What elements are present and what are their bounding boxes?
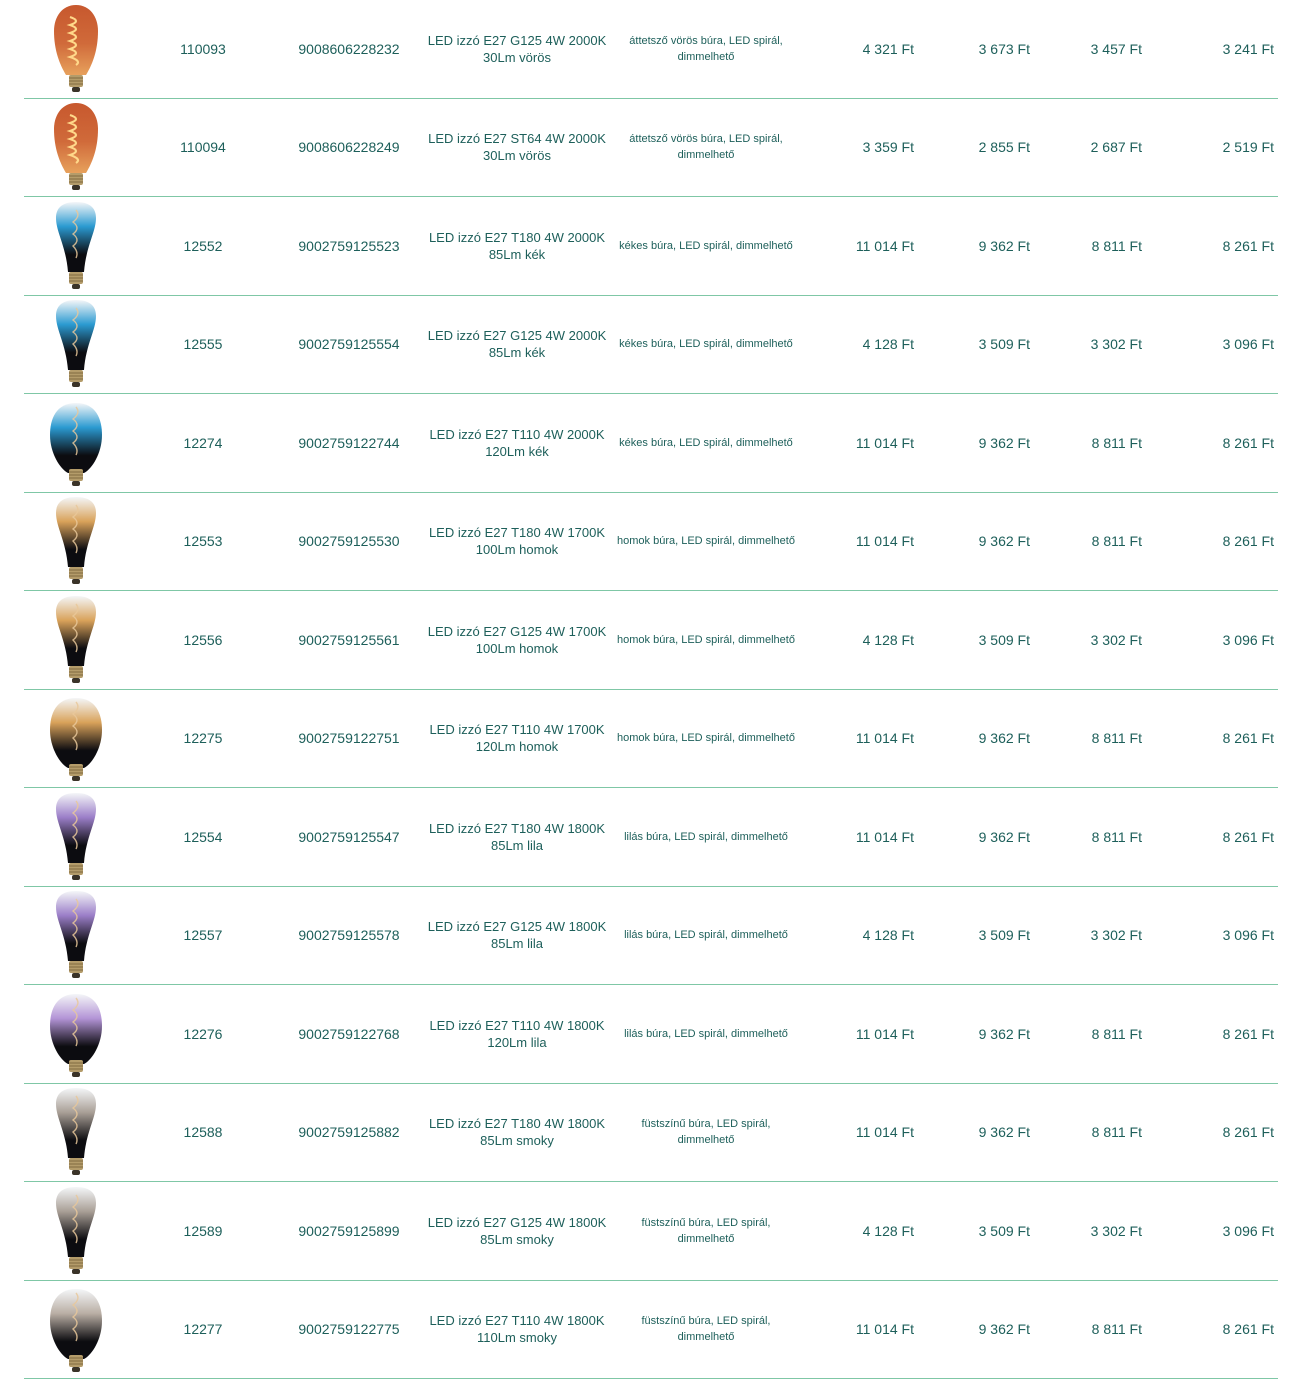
price-2: 9 362 Ft [978, 730, 1030, 747]
product-name: LED izzó E27 T180 4W 1800K 85Lm smoky [428, 1116, 606, 1149]
table-row [24, 99, 1278, 198]
price-3: 8 811 Ft [1091, 533, 1142, 550]
ean-code: 9002759125547 [298, 828, 400, 845]
price-4: 8 261 Ft [1222, 1321, 1274, 1338]
price-3: 8 811 Ft [1091, 434, 1142, 451]
price-1: 11 014 Ft [855, 828, 914, 845]
price-2: 3 509 Ft [978, 927, 1030, 944]
product-code: 12554 [183, 828, 223, 845]
price-4: 8 261 Ft [1222, 533, 1274, 550]
product-name: LED izzó E27 G125 4W 2000K 85Lm kék [427, 328, 607, 361]
product-name: LED izzó E27 G125 4W 1800K 85Lm lila [427, 919, 607, 952]
product-name: LED izzó E27 ST64 4W 2000K 30Lm vörös [428, 131, 606, 164]
price-1: 11 014 Ft [855, 237, 914, 254]
price-2: 9 362 Ft [978, 533, 1030, 550]
price-3: 3 457 Ft [1090, 40, 1142, 57]
sand-tapered-bulb-icon [24, 493, 128, 591]
price-3: 8 811 Ft [1091, 1124, 1142, 1141]
ean-code: 9008606228249 [298, 139, 400, 156]
price-4: 8 261 Ft [1222, 1124, 1274, 1141]
product-description: kékes búra, LED spirál, dimmelhető [619, 239, 793, 252]
price-1: 4 128 Ft [862, 631, 914, 648]
price-4: 8 261 Ft [1222, 730, 1274, 747]
product-description: homok búra, LED spirál, dimmelhető [617, 633, 795, 646]
price-2: 9 362 Ft [978, 1321, 1030, 1338]
ean-code: 9002759122768 [298, 1025, 400, 1042]
price-3: 3 302 Ft [1090, 631, 1142, 648]
product-code: 12555 [183, 336, 223, 353]
price-2: 9 362 Ft [978, 828, 1030, 845]
red-amber-filament-bulb-icon [24, 99, 128, 197]
product-code: 12276 [183, 1025, 223, 1042]
price-3: 3 302 Ft [1090, 336, 1142, 353]
red-amber-filament-bulb-icon [24, 0, 128, 98]
price-1: 11 014 Ft [855, 730, 914, 747]
price-4: 3 096 Ft [1222, 927, 1274, 944]
smoky-tapered-bulb-icon [24, 1084, 128, 1182]
ean-code: 9002759125882 [298, 1124, 400, 1141]
product-description: homok búra, LED spirál, dimmelhető [617, 732, 795, 745]
product-code: 12557 [183, 927, 223, 944]
product-code: 12277 [183, 1321, 223, 1338]
table-row [24, 296, 1278, 395]
price-3: 8 811 Ft [1091, 1321, 1142, 1338]
ean-code: 9002759125899 [298, 1222, 400, 1239]
price-2: 9 362 Ft [978, 434, 1030, 451]
ean-code: 9002759122744 [298, 434, 400, 451]
product-description: kékes búra, LED spirál, dimmelhető [619, 338, 793, 351]
table-row [24, 1281, 1278, 1380]
price-2: 9 362 Ft [978, 1025, 1030, 1042]
product-name: LED izzó E27 T110 4W 2000K 120Lm kék [429, 426, 605, 459]
table-row [24, 0, 1278, 99]
product-table [24, 0, 1278, 1379]
product-description: füstszínű búra, LED spirál, dimmelhető [641, 1118, 771, 1147]
product-name: LED izzó E27 G125 4W 1800K 85Lm smoky [427, 1214, 607, 1247]
price-2: 2 855 Ft [978, 139, 1030, 156]
price-1: 11 014 Ft [855, 1321, 914, 1338]
product-name: LED izzó E27 G125 4W 2000K 30Lm vörös [427, 32, 607, 65]
price-3: 3 302 Ft [1090, 927, 1142, 944]
product-code: 12553 [183, 533, 223, 550]
ean-code: 9002759125561 [298, 631, 400, 648]
product-description: lilás búra, LED spirál, dimmelhető [624, 1027, 788, 1040]
price-3: 8 811 Ft [1091, 237, 1142, 254]
price-2: 3 509 Ft [978, 336, 1030, 353]
product-description: lilás búra, LED spirál, dimmelhető [624, 830, 788, 843]
blue-tapered-bulb-icon [24, 296, 128, 394]
blue-globe-bulb-icon [24, 394, 128, 492]
purple-globe-bulb-icon [24, 985, 128, 1083]
product-code: 12274 [183, 434, 223, 451]
price-4: 2 519 Ft [1222, 139, 1274, 156]
product-code: 12556 [183, 631, 223, 648]
product-description: áttetsző vörös búra, LED spirál, dimmelhető [629, 34, 783, 63]
table-row [24, 788, 1278, 887]
table-row [24, 493, 1278, 592]
price-4: 3 096 Ft [1222, 1222, 1274, 1239]
purple-tapered-bulb-icon [24, 887, 128, 985]
price-4: 3 241 Ft [1222, 40, 1274, 57]
price-2: 9 362 Ft [978, 1124, 1030, 1141]
ean-code: 9002759125554 [298, 336, 400, 353]
ean-code: 9002759125578 [298, 927, 400, 944]
product-name: LED izzó E27 T180 4W 1800K 85Lm lila [428, 820, 606, 853]
price-4: 8 261 Ft [1222, 828, 1274, 845]
price-3: 8 811 Ft [1091, 1025, 1142, 1042]
product-name: LED izzó E27 T180 4W 2000K 85Lm kék [428, 229, 606, 262]
price-3: 8 811 Ft [1091, 828, 1142, 845]
price-3: 3 302 Ft [1090, 1222, 1142, 1239]
table-row [24, 887, 1278, 986]
product-code: 12589 [183, 1222, 223, 1239]
product-name: LED izzó E27 G125 4W 1700K 100Lm homok [427, 623, 607, 656]
price-1: 4 321 Ft [862, 40, 914, 57]
ean-code: 9008606228232 [298, 40, 400, 57]
product-name: LED izzó E27 T110 4W 1700K 120Lm homok [429, 722, 605, 755]
price-3: 8 811 Ft [1091, 730, 1142, 747]
price-3: 2 687 Ft [1090, 139, 1142, 156]
table-row [24, 985, 1278, 1084]
product-code: 12552 [183, 237, 223, 254]
price-2: 3 673 Ft [978, 40, 1030, 57]
price-1: 11 014 Ft [855, 1124, 914, 1141]
price-1: 11 014 Ft [855, 434, 914, 451]
price-1: 4 128 Ft [862, 1222, 914, 1239]
smoky-globe-bulb-icon [24, 1281, 128, 1379]
blue-tapered-bulb-icon [24, 197, 128, 295]
price-4: 3 096 Ft [1222, 631, 1274, 648]
sand-tapered-bulb-icon [24, 591, 128, 689]
smoky-tapered-bulb-icon [24, 1182, 128, 1280]
product-description: kékes búra, LED spirál, dimmelhető [619, 436, 793, 449]
price-4: 3 096 Ft [1222, 336, 1274, 353]
price-4: 8 261 Ft [1222, 237, 1274, 254]
product-name: LED izzó E27 T110 4W 1800K 110Lm smoky [429, 1313, 605, 1346]
product-description: füstszínű búra, LED spirál, dimmelhető [641, 1216, 771, 1245]
price-4: 8 261 Ft [1222, 434, 1274, 451]
sand-globe-bulb-icon [24, 690, 128, 788]
price-1: 4 128 Ft [862, 927, 914, 944]
ean-code: 9002759122751 [298, 730, 400, 747]
price-1: 3 359 Ft [862, 139, 914, 156]
product-name: LED izzó E27 T110 4W 1800K 120Lm lila [429, 1017, 605, 1050]
product-code: 110094 [180, 139, 226, 156]
ean-code: 9002759122775 [298, 1321, 400, 1338]
price-2: 3 509 Ft [978, 1222, 1030, 1239]
price-1: 4 128 Ft [862, 336, 914, 353]
price-2: 3 509 Ft [978, 631, 1030, 648]
product-description: füstszínű búra, LED spirál, dimmelhető [641, 1315, 771, 1344]
product-description: homok búra, LED spirál, dimmelhető [617, 535, 795, 548]
product-description: áttetsző vörös búra, LED spirál, dimmelhető [629, 133, 783, 162]
ean-code: 9002759125530 [298, 533, 400, 550]
product-code: 12275 [183, 730, 223, 747]
table-row [24, 1182, 1278, 1281]
product-code: 110093 [180, 40, 226, 57]
purple-tapered-bulb-icon [24, 788, 128, 886]
product-code: 12588 [183, 1124, 223, 1141]
price-2: 9 362 Ft [978, 237, 1030, 254]
table-row [24, 197, 1278, 296]
price-1: 11 014 Ft [855, 533, 914, 550]
price-1: 11 014 Ft [855, 1025, 914, 1042]
table-row [24, 591, 1278, 690]
table-row [24, 394, 1278, 493]
table-row [24, 690, 1278, 789]
product-name: LED izzó E27 T180 4W 1700K 100Lm homok [428, 525, 606, 558]
ean-code: 9002759125523 [298, 237, 400, 254]
table-row [24, 1084, 1278, 1183]
product-description: lilás búra, LED spirál, dimmelhető [624, 929, 788, 942]
price-4: 8 261 Ft [1222, 1025, 1274, 1042]
